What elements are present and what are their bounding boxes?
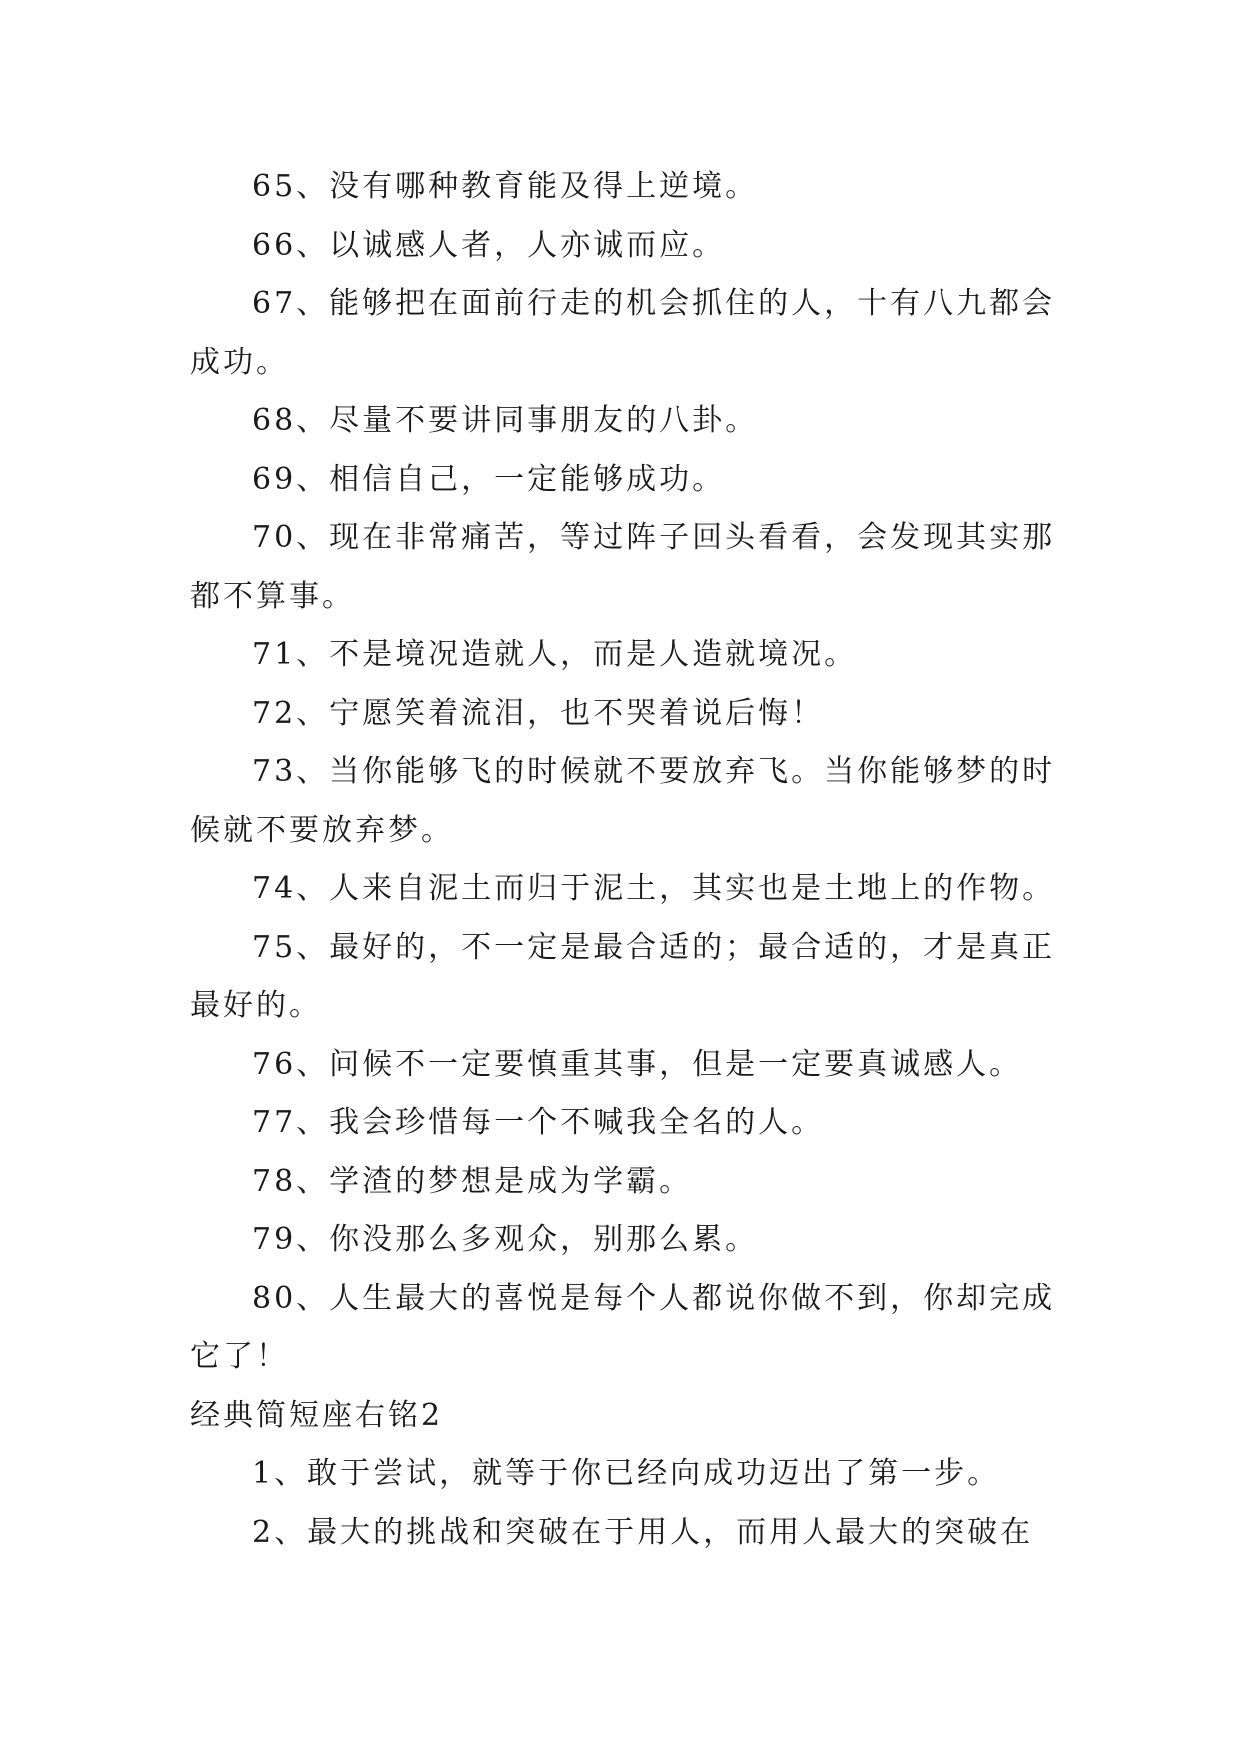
text-line: 72、宁愿笑着流泪，也不哭着说后悔！ (252, 695, 825, 731)
text-line: 80、人生最大的喜悦是每个人都说你做不到，你却完成 (252, 1280, 1056, 1316)
text-line: 67、能够把在面前行走的机会抓住的人，十有八九都会 (252, 286, 1056, 321)
text-line: 候就不要放弃梦。 (190, 812, 454, 848)
text-line: 70、现在非常痛苦，等过阵子回头看看，会发现其实那 (252, 520, 1056, 555)
text-line: 75、最好的，不一定是最合适的；最合适的，才是真正 (252, 929, 1056, 965)
section-heading: 经典简短座右铭2 (190, 1397, 444, 1433)
text-line: 79、你没那么多观众，别那么累。 (252, 1222, 759, 1257)
text-line: 65、没有哪种教育能及得上逆境。 (252, 169, 759, 204)
text-line: 73、当你能够飞的时候就不要放弃飞。当你能够梦的时 (252, 754, 1056, 789)
document-body (190, 158, 1070, 1562)
text-line: 68、尽量不要讲同事朋友的八卦。 (252, 403, 759, 438)
text-line: 71、不是境况造就人，而是人造就境况。 (252, 637, 858, 672)
text-line: 最好的。 (190, 988, 322, 1023)
text-line: 成功。 (190, 344, 289, 380)
text-line: 都不算事。 (190, 578, 355, 614)
text-line: 77、我会珍惜每一个不喊我全名的人。 (252, 1105, 825, 1140)
text-line: 78、学渣的梦想是成为学霸。 (252, 1163, 693, 1199)
text-line: 2、最大的挑战和突破在于用人，而用人最大的突破在 (252, 1514, 1034, 1550)
text-line: 它了！ (190, 1339, 289, 1374)
text-line: 69、相信自己，一定能够成功。 (252, 461, 726, 497)
text-line: 76、问候不一定要慎重其事，但是一定要真诚感人。 (252, 1046, 1023, 1082)
text-line: 74、人来自泥土而归于泥土，其实也是土地上的作物。 (252, 871, 1056, 906)
text-line: 66、以诚感人者，人亦诚而应。 (252, 227, 726, 263)
text-line: 1、敢于尝试，就等于你已经向成功迈出了第一步。 (252, 1456, 1001, 1491)
